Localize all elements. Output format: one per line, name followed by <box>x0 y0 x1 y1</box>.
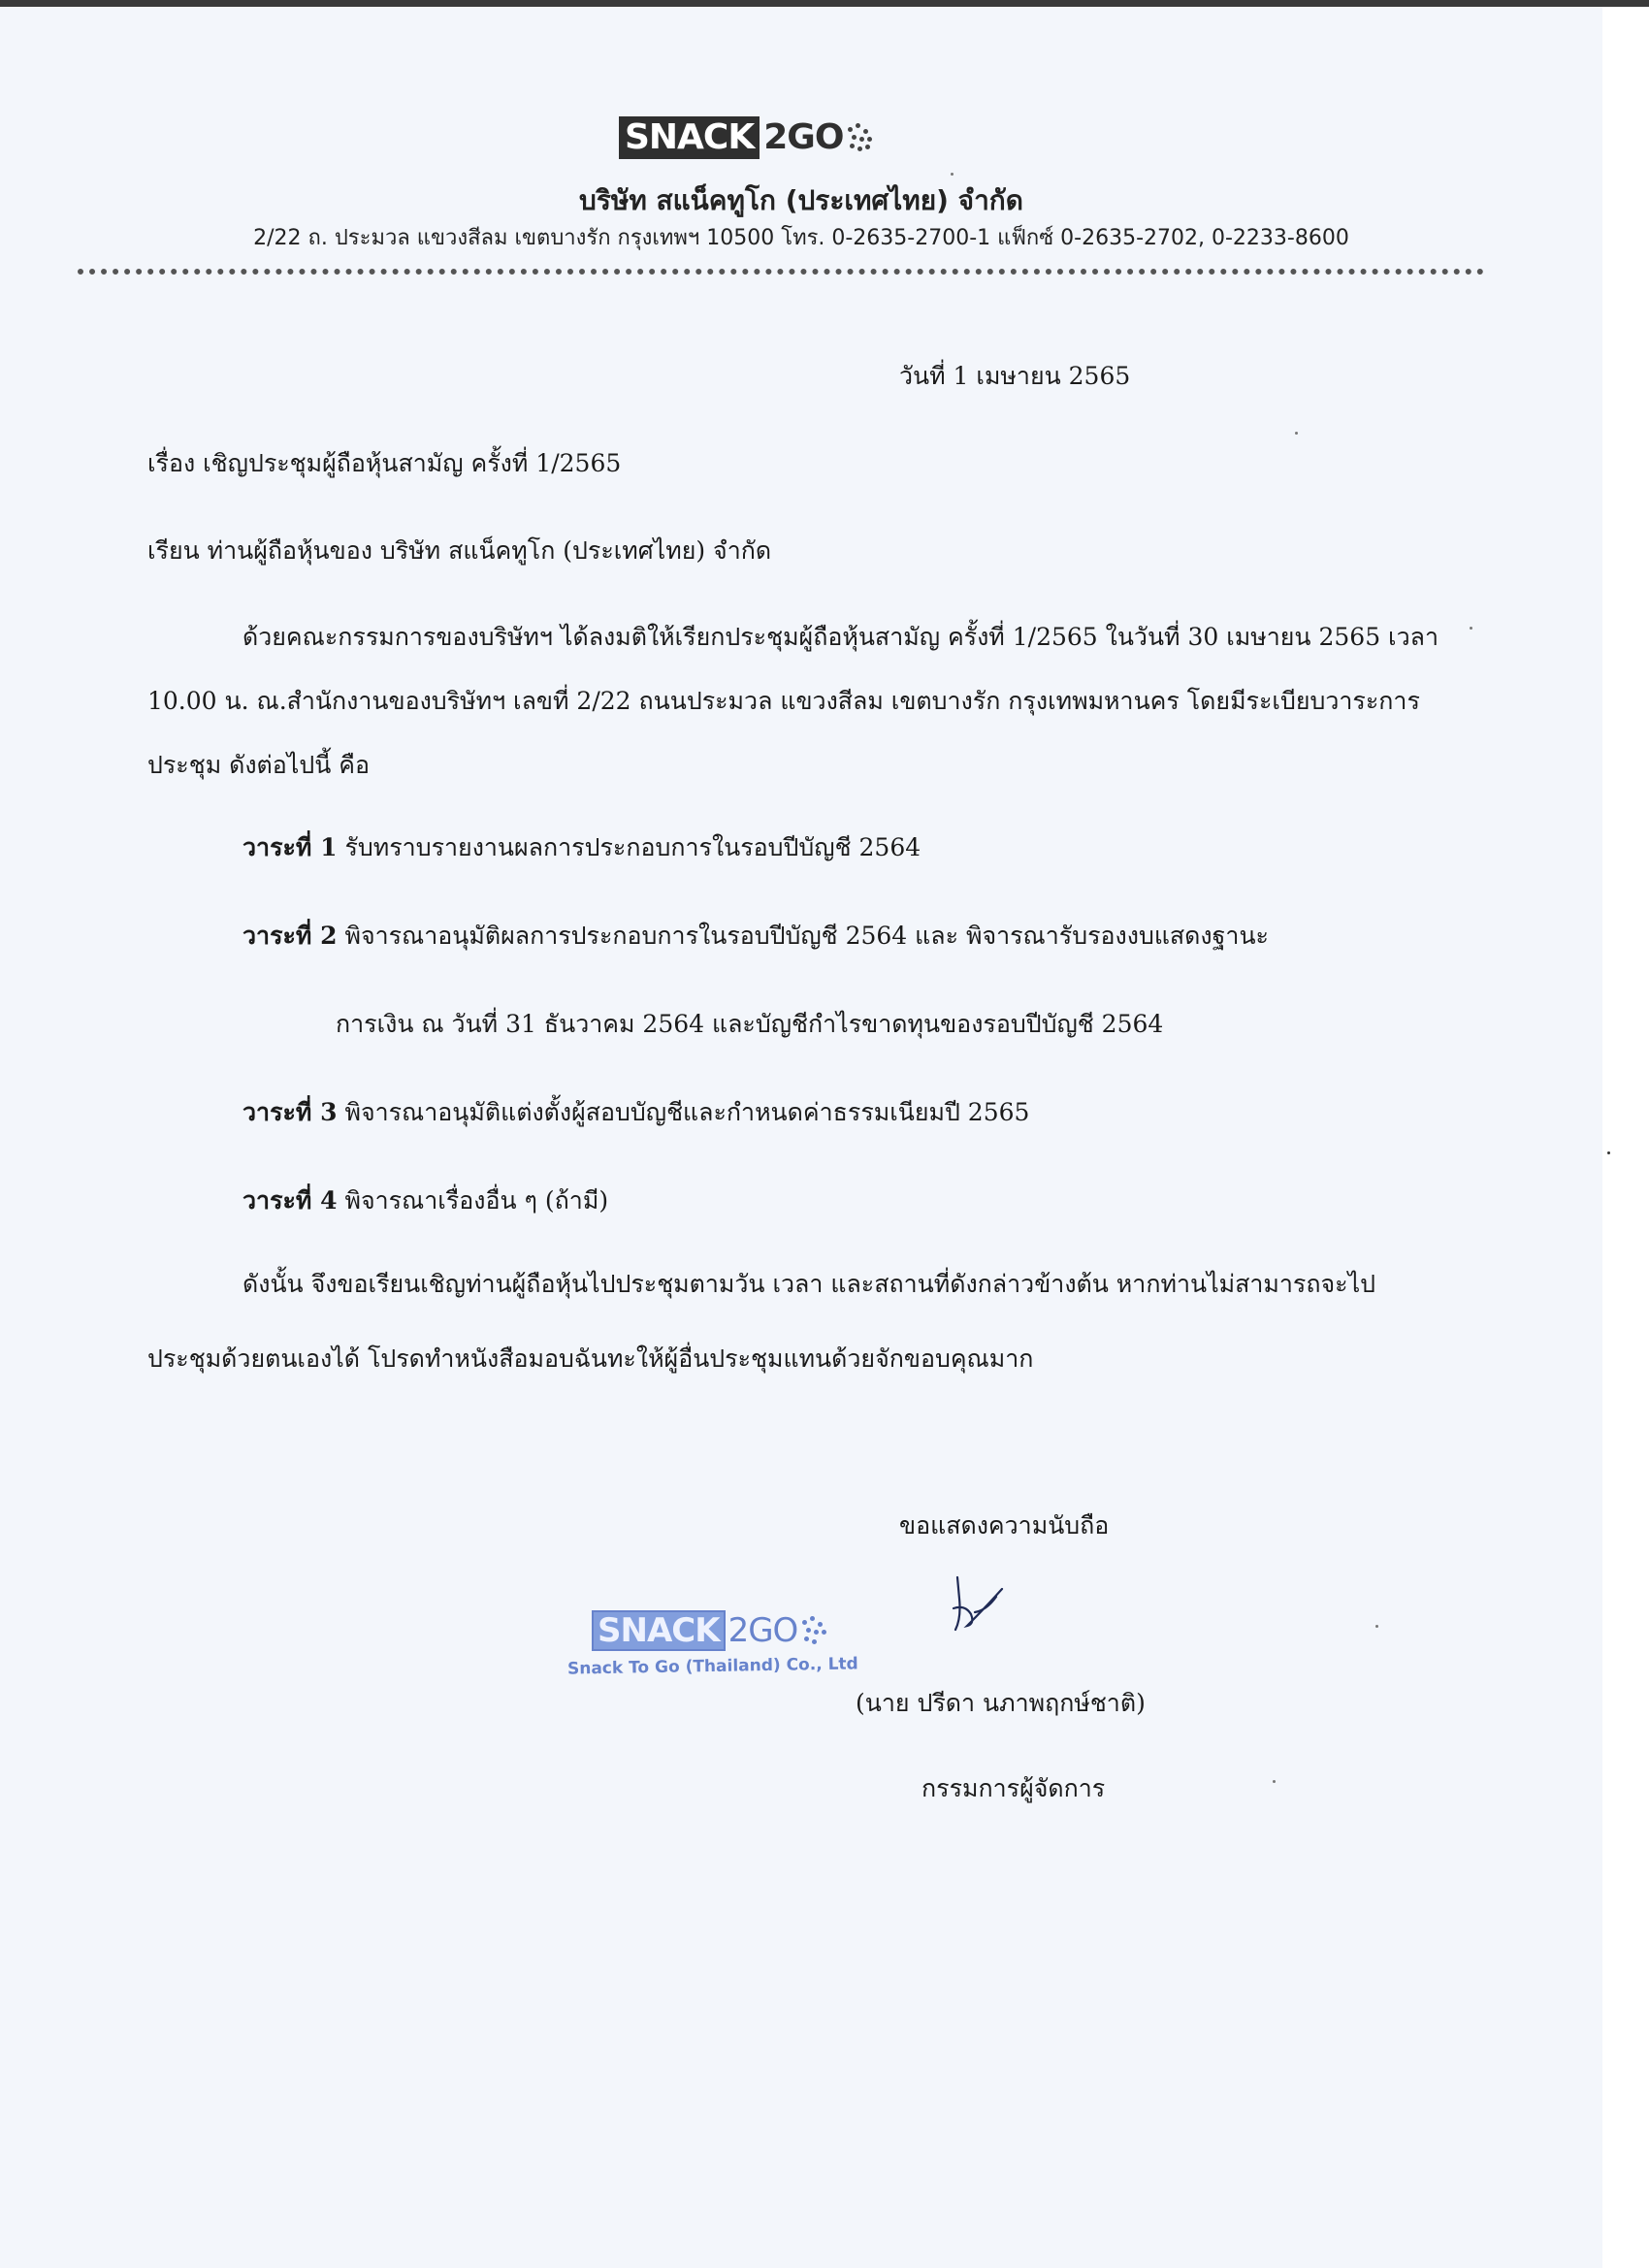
logo-dots-icon <box>846 123 875 152</box>
stamp-2go-text: 2GO <box>728 1611 798 1650</box>
intro-line: ประชุม ดังต่อไปนี้ คือ <box>147 751 371 779</box>
letter-subject: เรื่อง เชิญประชุมผู้ถือหุ้นสามัญ ครั้งที่ 1/2565 <box>147 449 622 477</box>
stamp-dots-icon <box>800 1616 829 1645</box>
stamp-snack-text: SNACK <box>592 1610 726 1651</box>
signer-position: กรรมการผู้จัดการ <box>922 1774 1106 1802</box>
agenda-label: วาระที่ 3 <box>242 1098 338 1126</box>
complimentary-close: ขอแสดงความนับถือ <box>899 1511 1110 1539</box>
signer-name: (นาย ปรีดา นภาพฤกษ์ชาติ) <box>856 1689 1146 1717</box>
scan-speck <box>1607 1151 1610 1154</box>
scan-speck <box>1273 1780 1276 1783</box>
stamp-company-text: Snack To Go (Thailand) Co., Ltd <box>566 1654 858 1679</box>
company-stamp <box>566 1610 858 1679</box>
agenda-text: พิจารณาอนุมัติผลการประกอบการในรอบปีบัญชี 2564 และ พิจารณารับรองงบแสดงฐานะ <box>337 922 1269 950</box>
company-logo <box>619 116 875 159</box>
agenda-label: วาระที่ 1 <box>242 833 338 861</box>
intro-paragraph <box>147 622 1438 814</box>
agenda-item-3 <box>242 1097 1029 1128</box>
agenda-text: พิจารณาเรื่องอื่น ๆ (ถ้ามี) <box>337 1186 609 1215</box>
handwritten-signature <box>946 1570 1014 1637</box>
agenda-item-1 <box>242 832 921 863</box>
letterhead-divider <box>78 269 1484 275</box>
agenda-label: วาระที่ 2 <box>242 922 338 950</box>
scan-speck <box>1470 627 1472 630</box>
agenda-item-2 <box>242 921 1269 952</box>
letter-salutation: เรียน ท่านผู้ถือหุ้นของ บริษัท สแน็คทูโก (ประเทศไทย) จำกัด <box>147 536 772 565</box>
letter-date: วันที่ 1 เมษายน 2565 <box>899 362 1131 390</box>
agenda-item-2-continued: การเงิน ณ วันที่ 31 ธันวาคม 2564 และบัญชีกำไรขาดทุนของรอบปีบัญชี 2564 <box>336 1010 1164 1038</box>
scan-speck <box>1295 432 1298 435</box>
scan-speck <box>1375 1625 1378 1628</box>
closing-paragraph <box>147 1269 1438 1418</box>
intro-line: ด้วยคณะกรรมการของบริษัทฯ ได้ลงมติให้เรียกประชุมผู้ถือหุ้นสามัญ ครั้งที่ 1/2565 ในวันที่ 30 เมษายน 2565 เวลา <box>242 623 1439 651</box>
logo-2go-text: 2GO <box>763 117 844 157</box>
stamp-logo <box>592 1610 858 1651</box>
logo-snack-text: SNACK <box>619 116 760 159</box>
company-address: 2/22 ถ. ประมวล แขวงสีลม เขตบางรัก กรุงเทพฯ 10500 โทร. 0-2635-2700-1 แฟ็กซ์ 0-2635-2702, 0-2233-8600 <box>253 226 1349 250</box>
agenda-text: พิจารณาอนุมัติแต่งตั้งผู้สอบบัญชีและกำหนดค่าธรรมเนียมปี 2565 <box>337 1098 1030 1126</box>
agenda-text: รับทราบรายงานผลการประกอบการในรอบปีบัญชี 2564 <box>337 833 922 861</box>
scan-top-edge <box>0 0 1649 7</box>
company-name: บริษัท สแน็คทูโก (ประเทศไทย) จำกัด <box>579 184 1023 216</box>
scan-right-margin <box>1602 7 1649 2268</box>
scan-speck <box>951 173 954 176</box>
agenda-item-4 <box>242 1185 608 1216</box>
agenda-label: วาระที่ 4 <box>242 1186 338 1215</box>
closing-line: ประชุมด้วยตนเองได้ โปรดทำหนังสือมอบฉันทะให้ผู้อื่นประชุมแทนด้วยจักขอบคุณมาก <box>147 1345 1034 1373</box>
closing-line: ดังนั้น จึงขอเรียนเชิญท่านผู้ถือหุ้นไปประชุมตามวัน เวลา และสถานที่ดังกล่าวข้างต้น หากท่านไม่สามารถจะไป <box>242 1270 1376 1298</box>
intro-line: 10.00 น. ณ.สำนักงานของบริษัทฯ เลขที่ 2/22 ถนนประมวล แขวงสีลม เขตบางรัก กรุงเทพมหานคร โดยมีระเบียบวาระการ <box>147 687 1420 715</box>
